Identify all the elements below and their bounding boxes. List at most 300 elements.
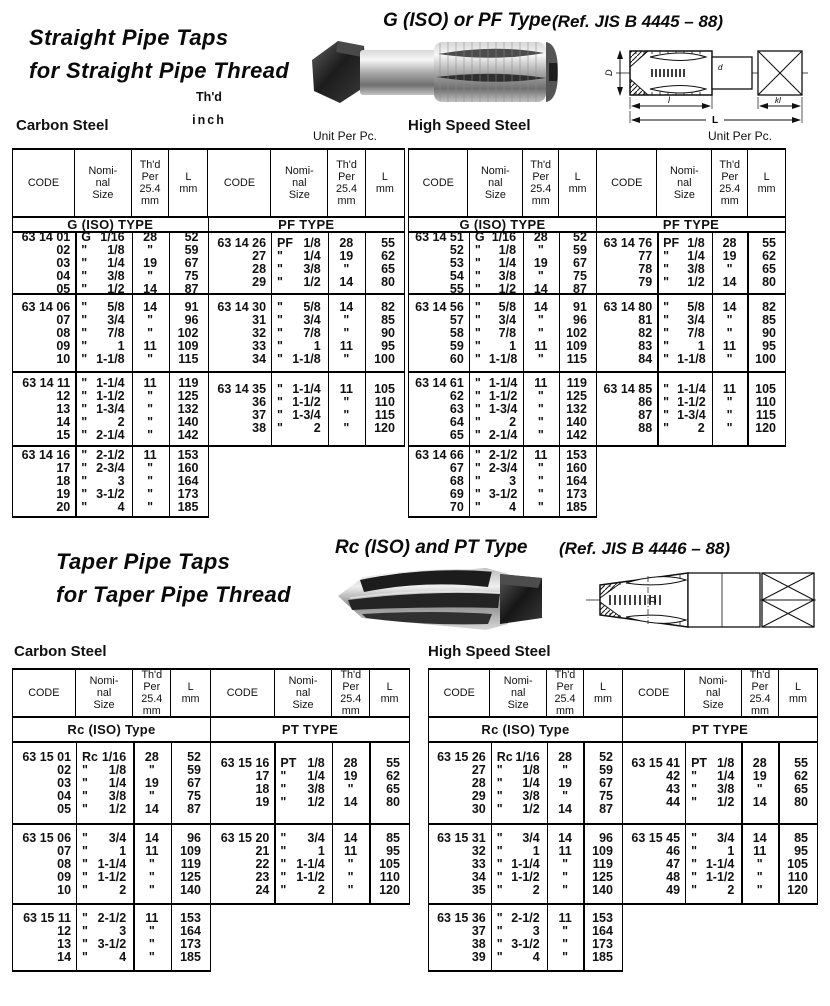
length-cell: 105 — [755, 383, 776, 396]
size-value: 7/8 — [498, 326, 517, 340]
length-cell: 80 — [762, 276, 776, 289]
code-cell: 23 — [255, 870, 270, 884]
size-value: 2 — [119, 883, 127, 897]
header-cell — [547, 670, 584, 716]
table-row — [13, 475, 208, 488]
header-line: CODE — [226, 687, 258, 699]
length-cell: 119 — [566, 376, 587, 390]
column-divider — [712, 373, 713, 445]
header-line: Nomi- — [284, 165, 314, 177]
size-cell — [657, 327, 712, 340]
code-cell: 36 — [252, 396, 267, 409]
size-cell — [75, 462, 131, 475]
header-line: L — [794, 681, 801, 693]
threads-per-inch-cell: 14 — [143, 282, 158, 296]
threads-per-inch-cell: 14 — [144, 802, 159, 816]
size-prefix: " — [496, 924, 503, 938]
code-cell: 33 — [471, 857, 486, 871]
threads-per-inch-cell: " — [147, 501, 154, 514]
code-cell: 33 — [252, 339, 267, 353]
code-cell: 05 — [56, 282, 71, 296]
length-cell: 87 — [184, 282, 199, 296]
threads-per-inch-cell: 11 — [145, 844, 159, 858]
threads-per-inch-cell: " — [147, 243, 154, 257]
code-cell: 12 — [57, 924, 72, 938]
code-cell: 63 14 06 — [21, 300, 71, 314]
size-cell — [469, 403, 523, 416]
threads-per-inch-cell: 11 — [339, 383, 353, 396]
length-cell: 90 — [762, 326, 776, 340]
header-line: Th'd — [749, 669, 771, 681]
code-cell: 87 — [638, 409, 653, 422]
straight-carbon-unit-note: Unit Per Pc. — [313, 129, 378, 143]
size-cell — [469, 340, 523, 353]
threads-per-inch-cell: 14 — [533, 300, 548, 314]
header-line: Nomi- — [89, 675, 119, 687]
size-value: 1/8 — [498, 243, 517, 257]
table-row — [409, 377, 596, 390]
row-group — [597, 233, 786, 295]
header-line: mm — [141, 195, 160, 207]
header-cell — [712, 150, 748, 216]
taper-title-line2: for Taper Pipe Thread — [56, 582, 291, 607]
header-line: mm — [750, 705, 769, 717]
header-line: mm — [757, 183, 776, 195]
code-cell: 53 — [449, 256, 464, 270]
code-cell: 88 — [638, 422, 653, 435]
header-line: nal — [96, 687, 112, 699]
size-cell — [271, 250, 328, 263]
table-row — [211, 884, 409, 897]
table-row — [429, 764, 622, 777]
table-row — [597, 301, 785, 314]
table-row — [13, 751, 210, 764]
header-line: Th'd — [719, 159, 741, 171]
table-row — [209, 422, 405, 435]
code-cell: 86 — [638, 396, 653, 409]
size-prefix: " — [280, 857, 287, 871]
length-cell: 153 — [566, 449, 587, 462]
size-cell — [657, 396, 712, 409]
threads-per-inch-cell: 14 — [144, 831, 159, 845]
size-cell — [271, 301, 328, 314]
table-row — [429, 803, 622, 816]
column-divider — [171, 743, 172, 823]
length-cell: 87 — [599, 802, 613, 816]
code-cell: 38 — [252, 422, 267, 435]
size-prefix: " — [82, 924, 88, 938]
threads-per-inch-cell: " — [147, 488, 154, 501]
header-line: Size — [673, 189, 695, 201]
length-cell: 164 — [177, 475, 199, 488]
taper-type-title: Rc (ISO) and PT Type — [335, 537, 528, 558]
table-row — [13, 390, 208, 403]
code-cell: 49 — [666, 883, 681, 897]
table-row — [13, 327, 208, 340]
header-line: 25.4 — [530, 183, 552, 195]
header-line: Th'd — [139, 159, 161, 171]
column-divider — [559, 447, 560, 516]
code-cell: 07 — [56, 313, 71, 327]
length-cell: 96 — [187, 831, 201, 845]
size-value: 3/4 — [716, 831, 735, 845]
table-row — [13, 488, 208, 501]
code-cell: 63 15 45 — [631, 831, 681, 845]
length-cell: 164 — [180, 924, 201, 938]
threads-per-inch-cell: " — [537, 269, 544, 283]
length-cell: 173 — [592, 937, 613, 951]
size-prefix: " — [474, 475, 481, 488]
table-header — [209, 148, 406, 218]
code-cell: 63 15 01 — [22, 750, 72, 764]
size-prefix: " — [663, 339, 670, 353]
threads-per-inch-cell: 19 — [143, 256, 158, 270]
type-band: G (ISO) TYPE — [12, 218, 209, 233]
size-prefix: " — [81, 488, 88, 501]
thread-unit-note-line2: inch — [192, 113, 226, 127]
header-line: Nomi- — [288, 675, 318, 687]
size-prefix: " — [280, 870, 287, 884]
code-cell: 63 14 80 — [603, 300, 653, 314]
size-value: 3/8 — [687, 263, 705, 276]
size-prefix: " — [81, 339, 88, 353]
type-band: Rc (ISO) Type — [12, 718, 211, 743]
header-cell — [370, 670, 410, 716]
table-row — [409, 390, 596, 403]
size-prefix: " — [691, 831, 698, 845]
header-line: L — [187, 681, 194, 693]
size-prefix: " — [691, 796, 698, 809]
size-value: 1 — [317, 844, 325, 858]
size-value: 5/8 — [303, 300, 321, 314]
dim-label-D: D — [648, 596, 658, 603]
threads-per-inch-cell: 11 — [722, 339, 737, 353]
size-prefix: " — [277, 396, 283, 409]
size-value: 1-3/4 — [96, 402, 125, 416]
row-group — [211, 825, 410, 905]
column-divider — [657, 233, 658, 293]
size-value: 2-3/4 — [488, 462, 518, 475]
table-row — [13, 403, 208, 416]
header-cell — [742, 670, 779, 716]
header-line: nal — [510, 687, 526, 699]
table-row — [429, 832, 622, 845]
table-row — [409, 449, 596, 462]
code-cell: 63 14 51 — [415, 230, 464, 244]
length-cell: 91 — [573, 300, 587, 314]
length-cell: 119 — [592, 857, 613, 871]
size-prefix: " — [663, 409, 670, 422]
size-prefix: " — [81, 428, 88, 442]
size-prefix: " — [663, 263, 670, 276]
threads-per-inch-cell: 19 — [144, 776, 159, 790]
length-cell: 67 — [184, 256, 199, 270]
table-row — [13, 871, 210, 884]
header-line: Size — [702, 699, 724, 711]
table-row — [409, 301, 596, 314]
code-cell: 19 — [56, 488, 71, 501]
size-value: 2 — [727, 883, 735, 897]
table-row — [13, 244, 208, 257]
size-prefix: " — [82, 950, 88, 964]
header-cell — [623, 670, 685, 716]
length-cell: 173 — [177, 488, 199, 501]
header-cell — [408, 150, 468, 216]
size-value: 1-3/4 — [677, 409, 706, 422]
row-group — [623, 743, 818, 825]
table-row — [409, 429, 596, 442]
threads-per-inch-cell: 28 — [533, 230, 548, 244]
table-row — [13, 462, 208, 475]
column-divider — [583, 825, 584, 903]
size-value: 3/8 — [303, 263, 321, 276]
code-cell: 81 — [638, 313, 653, 327]
size-value: 3/4 — [108, 831, 127, 845]
size-value: 2 — [317, 883, 325, 897]
size-value: 3/4 — [522, 831, 540, 845]
length-cell: 80 — [381, 276, 395, 289]
size-cell — [271, 422, 328, 435]
size-prefix: " — [663, 300, 670, 314]
size-value: 1/4 — [716, 770, 735, 783]
table-row — [209, 263, 405, 276]
size-prefix: " — [691, 844, 698, 858]
length-cell: 52 — [187, 750, 201, 764]
row-group — [12, 295, 209, 373]
size-cell — [469, 327, 523, 340]
size-prefix: PT — [280, 757, 297, 770]
length-cell: 100 — [374, 352, 395, 366]
table-row — [13, 884, 210, 897]
length-cell: 185 — [180, 950, 201, 964]
code-cell: 63 14 66 — [415, 449, 464, 462]
code-cell: 84 — [638, 352, 653, 366]
table-section — [211, 668, 410, 905]
row-group — [428, 905, 623, 972]
column-divider — [169, 295, 170, 371]
size-value: 1-1/2 — [488, 389, 518, 403]
header-cell — [685, 670, 742, 716]
header-line: Th'd — [141, 669, 163, 681]
taper-high-speed-steel-table — [428, 668, 818, 972]
table-row — [429, 845, 622, 858]
size-value: 1 — [117, 339, 125, 353]
size-prefix: " — [82, 844, 88, 858]
size-prefix: " — [277, 383, 283, 396]
code-cell: 63 15 31 — [437, 831, 486, 845]
size-prefix: " — [277, 352, 283, 366]
table-row — [209, 396, 405, 409]
size-prefix: " — [474, 402, 481, 416]
size-value: 2-1/2 — [96, 449, 125, 462]
size-cell — [469, 270, 523, 283]
header-cell — [169, 150, 208, 216]
threads-per-inch-cell: " — [537, 243, 544, 257]
size-cell — [76, 790, 133, 803]
code-cell: 20 — [56, 501, 71, 514]
table-row — [623, 858, 817, 871]
threads-per-inch-cell: " — [148, 937, 155, 951]
size-cell — [274, 770, 331, 783]
size-prefix: " — [474, 462, 481, 475]
header-line: mm — [341, 705, 360, 717]
header-cell — [657, 150, 712, 216]
size-prefix: " — [81, 352, 88, 366]
size-value: 1-1/4 — [488, 376, 518, 390]
header-cell — [748, 150, 786, 216]
column-divider — [547, 905, 548, 970]
threads-per-inch-cell: 11 — [558, 844, 572, 858]
column-divider — [76, 743, 77, 823]
header-line: 25.4 — [749, 693, 771, 705]
column-divider — [133, 743, 134, 823]
size-cell — [75, 416, 131, 429]
size-prefix: " — [496, 789, 503, 803]
code-cell: 63 14 61 — [415, 376, 464, 390]
length-cell: 120 — [787, 883, 808, 897]
header-line: mm — [142, 705, 161, 717]
row-group — [12, 743, 211, 825]
length-cell: 115 — [374, 409, 395, 422]
length-cell: 96 — [184, 313, 199, 327]
header-cell — [76, 670, 134, 716]
length-cell: 125 — [177, 389, 199, 403]
size-cell — [657, 237, 712, 250]
header-line: 25.4 — [554, 693, 576, 705]
size-prefix: " — [691, 883, 698, 897]
threads-per-inch-cell: " — [537, 313, 544, 327]
threads-per-inch-cell: " — [726, 396, 733, 409]
table-header — [12, 148, 209, 218]
table-row — [623, 783, 817, 796]
type-band: G (ISO) TYPE — [408, 218, 597, 233]
size-cell — [274, 832, 331, 845]
size-cell — [271, 276, 328, 289]
column-divider — [274, 825, 275, 903]
table-row — [597, 276, 785, 289]
size-value: 1 — [313, 339, 321, 353]
column-divider — [369, 743, 370, 823]
code-cell: 44 — [666, 796, 681, 809]
column-divider — [169, 373, 170, 445]
threads-per-inch-cell: 14 — [752, 796, 767, 809]
size-value: 1-1/8 — [488, 352, 518, 366]
size-prefix: " — [81, 475, 88, 488]
size-prefix: " — [81, 313, 88, 327]
size-prefix: " — [474, 501, 481, 514]
size-cell — [685, 871, 741, 884]
size-prefix: " — [277, 339, 283, 353]
threads-per-inch-cell: 11 — [534, 376, 548, 390]
length-cell: 55 — [794, 757, 808, 770]
code-cell: 54 — [449, 269, 464, 283]
size-cell — [491, 777, 547, 790]
size-value: 3/4 — [498, 313, 517, 327]
size-cell — [469, 429, 523, 442]
threads-per-inch-cell: 11 — [722, 383, 737, 396]
threads-per-inch-cell: " — [756, 870, 763, 884]
column-divider — [583, 905, 584, 970]
threads-per-inch-cell: 14 — [722, 276, 737, 289]
threads-per-inch-cell: " — [726, 409, 733, 422]
length-cell: 142 — [177, 428, 199, 442]
size-cell — [685, 884, 741, 897]
threads-per-inch-cell: " — [148, 870, 155, 884]
size-cell — [76, 777, 133, 790]
table-row — [623, 757, 817, 770]
length-cell: 160 — [177, 462, 199, 475]
taper-tap-photo — [332, 554, 546, 642]
header-line: nal — [488, 177, 503, 189]
header-line: mm — [568, 183, 587, 195]
size-cell — [76, 845, 133, 858]
code-cell: 63 — [449, 402, 464, 416]
column-divider — [583, 743, 584, 823]
table-row — [429, 925, 622, 938]
table-section — [12, 668, 211, 972]
size-value: 2-1/2 — [97, 911, 127, 925]
size-cell — [491, 951, 547, 964]
size-value: 1 — [697, 339, 705, 353]
size-cell — [657, 409, 712, 422]
size-value: 3-1/2 — [97, 937, 127, 951]
column-divider — [171, 905, 172, 970]
column-divider — [657, 295, 658, 371]
table-row — [409, 327, 596, 340]
code-cell: 42 — [666, 770, 681, 783]
header-line: Size — [93, 699, 115, 711]
size-cell — [271, 340, 328, 353]
size-value: 3/8 — [716, 783, 735, 796]
code-cell: 14 — [56, 415, 71, 429]
size-prefix: " — [81, 389, 88, 403]
code-cell: 39 — [471, 950, 486, 964]
size-cell — [469, 353, 523, 366]
size-value: 3 — [117, 475, 125, 488]
header-cell — [132, 150, 169, 216]
length-cell: 59 — [184, 243, 199, 257]
size-prefix: " — [277, 422, 283, 435]
size-prefix: " — [82, 857, 88, 871]
size-prefix: " — [691, 857, 698, 871]
column-divider — [559, 295, 560, 371]
size-cell — [75, 449, 131, 462]
length-cell: 85 — [794, 831, 808, 845]
size-prefix: G — [81, 230, 91, 244]
size-value: 3/4 — [107, 313, 125, 327]
threads-per-inch-cell: " — [537, 488, 544, 501]
length-cell: 115 — [755, 409, 776, 422]
length-cell: 75 — [599, 789, 613, 803]
threads-per-inch-cell: 14 — [343, 796, 358, 809]
size-prefix: " — [81, 282, 88, 296]
column-divider — [132, 233, 133, 293]
code-cell: 07 — [57, 844, 72, 858]
table-row — [429, 790, 622, 803]
size-prefix: " — [474, 326, 481, 340]
code-cell: 77 — [638, 250, 653, 263]
length-cell: 115 — [178, 352, 199, 366]
threads-per-inch-cell: " — [147, 269, 154, 283]
column-divider — [332, 825, 333, 903]
threads-per-inch-cell: " — [537, 501, 544, 514]
header-line: CODE — [638, 687, 670, 699]
size-value: 1 — [509, 339, 517, 353]
header-line: mm — [337, 195, 356, 207]
size-prefix: " — [280, 796, 287, 809]
length-cell: 95 — [381, 339, 395, 353]
length-cell: 80 — [794, 796, 808, 809]
